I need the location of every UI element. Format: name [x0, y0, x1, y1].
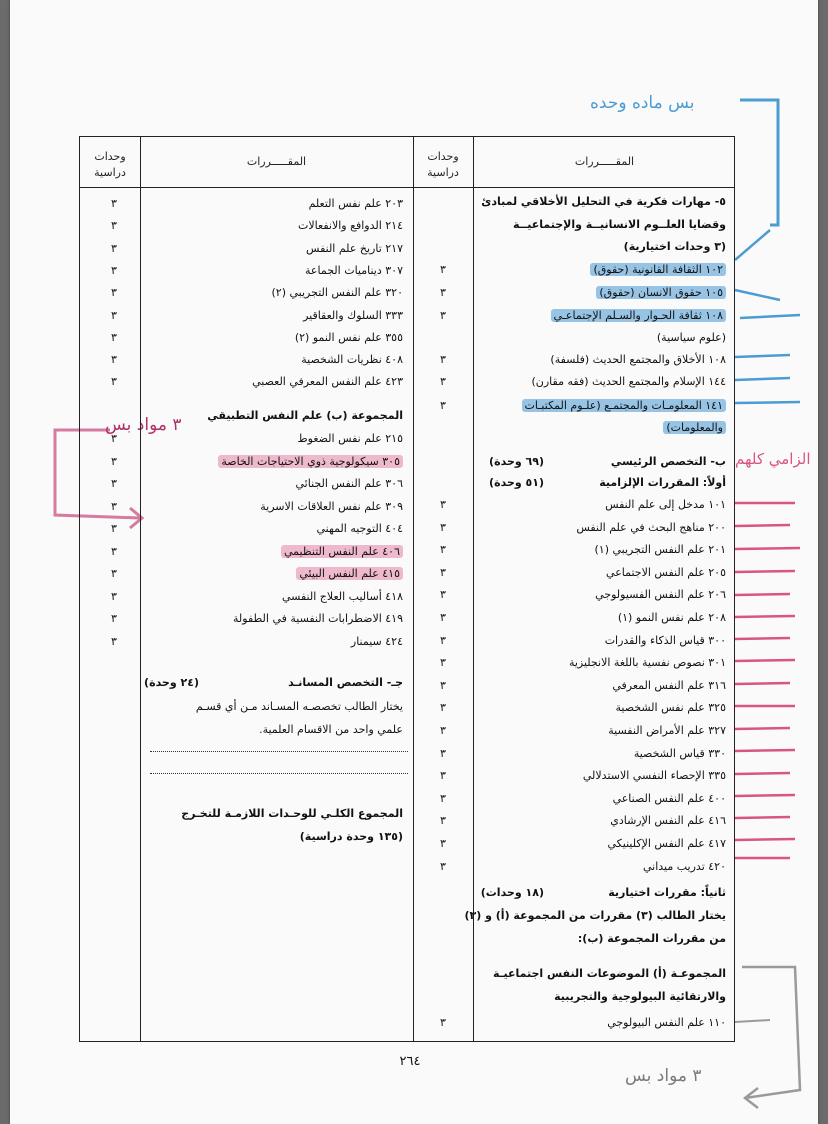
group5-course: ١٠٨ ثقافة الحـوار والسـلم الإجتماعـي: [551, 309, 726, 323]
units-cell: ٣: [111, 589, 117, 603]
required-title: أولاً: المقررات الإلزامية: [599, 476, 726, 489]
group-a-course: ٣٢٠ علم النفس التجريبي (٢): [271, 286, 403, 300]
group-a-title: المجموعـة (أ) الموضوعات النفس اجتماعيـة: [493, 967, 726, 980]
units-cell: ٣: [111, 612, 117, 625]
elective-title: ثانياً: مقررات اختيارية: [608, 886, 726, 899]
units-header-left: وحدات دراسية: [94, 150, 126, 179]
units-cell: ٣: [111, 219, 117, 233]
group-b-course: ٣٠٩ علم نفس العلاقات الاسرية: [260, 499, 403, 513]
dotted-line: [150, 773, 408, 774]
required-course: ٣٠٠ قياس الذكاء والقدرات: [604, 633, 726, 647]
course-table: [79, 136, 735, 1042]
group-a-course: ٤٠٨ نظريات الشخصية: [301, 353, 403, 367]
support-desc: يختار الطالب تخصصـه المسـاند مـن أي قسـم: [195, 700, 403, 713]
group5-course: ١٤٤ الإسلام والمجتمع الحديث (فقه مقارن): [531, 375, 726, 388]
group-b-course: ٤١٩ الاضطرابات النفسية في الطفولة: [233, 612, 403, 625]
units-cell: ٣: [111, 454, 117, 468]
elective-desc-line2: من مقررات المجموعة (ب):: [577, 932, 726, 945]
units-cell: ٣: [111, 544, 117, 558]
annotation-magenta-note: ٣ مواد بس: [105, 415, 182, 435]
courses-header-right: المقـــــررات: [574, 155, 635, 168]
support-desc-line2: علمي واحد من الاقسام العلمية.: [259, 723, 403, 736]
required-course: ٤١٧ علم النفس الإكلينيكي: [607, 837, 726, 850]
units-cell: ٣: [111, 477, 117, 490]
units-cell: ٣: [440, 520, 446, 534]
major-units: (٦٩ وحدة): [489, 455, 544, 468]
group5-course: ١٠٥ حقوق الانسان (حقوق): [596, 286, 726, 300]
required-course: ٣٢٧ علم الأمراض النفسية: [608, 724, 726, 737]
required-units: (٥١ وحدة): [489, 476, 544, 489]
total-units: (١٣٥ وحدة دراسية): [299, 830, 403, 843]
required-course: ٤٢٠ تدريب ميداني: [642, 859, 726, 873]
annotation-gray-note: ٣ مواد بس: [625, 1066, 702, 1086]
group5-course: ١٤١ المعلومـات والمجتمـع (علـوم المكتبـات: [522, 399, 727, 413]
units-cell: ٣: [111, 432, 117, 445]
units-cell: ٣: [440, 837, 446, 850]
units-cell: ٣: [440, 399, 446, 412]
units-cell: ٣: [440, 375, 446, 388]
units-cell: ٣: [111, 375, 117, 389]
units-cell: ٣: [440, 498, 446, 511]
group-a-course: ٢٠٣ علم نفس التعلم: [308, 197, 403, 210]
units-cell: ٣: [111, 634, 117, 648]
units-cell: ٣: [440, 543, 446, 557]
units-cell: ٣: [440, 859, 446, 873]
units-cell: ٣: [111, 522, 117, 535]
units-cell: ٣: [440, 263, 446, 276]
support-units: (٢٤ وحدة): [144, 676, 199, 689]
required-course: ٣١٦ علم النفس المعرفي: [612, 678, 726, 692]
units-cell: ٣: [111, 567, 117, 580]
group5-title: ٥- مهارات فكرية في التحليل الأخلاقي لمبادئ: [481, 195, 726, 208]
units-cell: ٣: [440, 353, 446, 366]
units-cell: ٣: [440, 588, 446, 602]
courses-header-left: المقـــــررات: [246, 155, 307, 168]
annotation-blue-note: بس ماده وحده: [590, 93, 695, 113]
elective-desc: يختار الطالب (٣) مقررات من المجموعة (أ) و (٣): [464, 909, 726, 922]
units-cell: ٣: [440, 724, 446, 737]
group-a-title-line2: والارتقائية البيولوجية والتجريبية: [554, 990, 726, 1003]
group-a-course: ٣٥٥ علم نفس النمو (٢): [294, 330, 403, 344]
required-course: ٣٣٥ الإحصاء النفسي الاستدلالي: [582, 769, 726, 783]
group5-course: ١٠٨ الأخلاق والمجتمع الحديث (فلسفة): [550, 353, 726, 366]
group-a-course: ١١٠ علم النفس البيولوجي: [607, 1016, 726, 1029]
group-a-course: ٣٠٧ ديناميات الجماعة: [305, 263, 403, 277]
units-cell: ٣: [111, 499, 117, 513]
group5-course: والمعلومات): [663, 421, 726, 435]
units-cell: ٣: [111, 197, 117, 210]
units-cell: ٣: [111, 353, 117, 367]
units-cell: ٣: [111, 308, 117, 322]
required-course: ٢٠٥ علم النفس الاجتماعي: [606, 565, 726, 579]
group-b-course: ٢١٥ علم نفس الضغوط: [297, 432, 403, 445]
required-course: ٢٠١ علم النفس التجريبي (١): [594, 543, 726, 557]
group-b-course: ٣٠٦ علم النفس الجنائي: [295, 477, 403, 490]
units-cell: ٣: [440, 309, 446, 322]
group5-course: ١٠٢ الثقافة القانونية (حقوق): [590, 263, 726, 277]
group-b-course: ٣٠٥ سيكولوجية ذوي الاحتياجات الخاصة: [218, 455, 403, 469]
units-cell: ٣: [440, 746, 446, 760]
group-b-course: ٤٢٤ سيمنار: [350, 634, 403, 648]
units-cell: ٣: [440, 633, 446, 647]
units-cell: ٣: [440, 701, 446, 715]
group-b-course: ٤٠٤ التوجيه المهني: [316, 522, 403, 535]
group-a-course: ٢١٧ تاريخ علم النفس: [306, 241, 403, 255]
units-cell: ٣: [440, 565, 446, 579]
group-b-course: ٤١٥ علم النفس البيئي: [296, 567, 403, 581]
elective-units: (١٨ وحدات): [480, 886, 544, 899]
units-cell: ٣: [440, 286, 446, 299]
group-b-title: المجموعة (ب) علم النفس التطبيقي: [207, 409, 403, 422]
group-a-course: ٤٢٣ علم النفس المعرفي العصبي: [252, 375, 403, 389]
required-course: ٤٠٠ علم النفس الصناعي: [612, 791, 726, 805]
units-cell: ٣: [440, 1016, 446, 1029]
group-b-course: ٤١٨ أساليب العلاج النفسي: [282, 589, 403, 603]
units-cell: ٣: [440, 791, 446, 805]
required-course: ١٠١ مدخل إلى علم النفس: [605, 498, 726, 511]
units-cell: ٣: [440, 814, 446, 828]
units-cell: ٣: [440, 678, 446, 692]
units-cell: ٣: [111, 286, 117, 300]
total-title: المجموع الكلـي للوحـدات اللازمـة للتخـرج: [181, 807, 403, 820]
dotted-line: [150, 751, 408, 752]
required-course: ٢٠٦ علم النفس الفسيولوجي: [595, 588, 726, 602]
major-title: ب- التخصص الرئيسي: [610, 455, 726, 468]
required-course: ٣٣٠ قياس الشخصية: [633, 746, 726, 760]
group5-units: (٣ وحدات اختيارية): [623, 240, 726, 253]
group5-title-line2: وقضايا العلــوم الانسانيــة والإجتماعيــة: [513, 218, 726, 231]
required-course: ٢٠٠ مناهج البحث في علم النفس: [576, 520, 726, 534]
required-course: ٤١٦ علم النفس الإرشادي: [610, 814, 726, 828]
group-a-course: ٣٣٣ السلوك والعقاقير: [303, 308, 403, 322]
page-number: ٢٦٤: [399, 1054, 421, 1069]
required-course: ٣٢٥ علم نفس الشخصية: [615, 701, 726, 715]
group5-course: (علوم سياسية): [656, 331, 726, 344]
units-cell: ٣: [111, 330, 117, 344]
support-title: جـ- التخصص المسانـد: [288, 676, 403, 689]
required-course: ٢٠٨ علم نفس النمو (١): [617, 611, 726, 624]
units-header-right: وحدات دراسية: [427, 150, 459, 179]
group-a-course: ٢١٤ الدوافع والانفعالات: [298, 219, 403, 233]
annotation-pink-note: الزامي كلهم: [735, 450, 811, 468]
units-cell: ٣: [111, 241, 117, 255]
units-cell: ٣: [111, 263, 117, 277]
units-cell: ٣: [440, 611, 446, 624]
units-cell: ٣: [440, 769, 446, 783]
units-cell: ٣: [440, 656, 446, 670]
required-course: ٣٠١ نصوص نفسية باللغة الانجليزية: [568, 656, 726, 670]
group-b-course: ٤٠٦ علم النفس التنظيمي: [281, 545, 403, 559]
